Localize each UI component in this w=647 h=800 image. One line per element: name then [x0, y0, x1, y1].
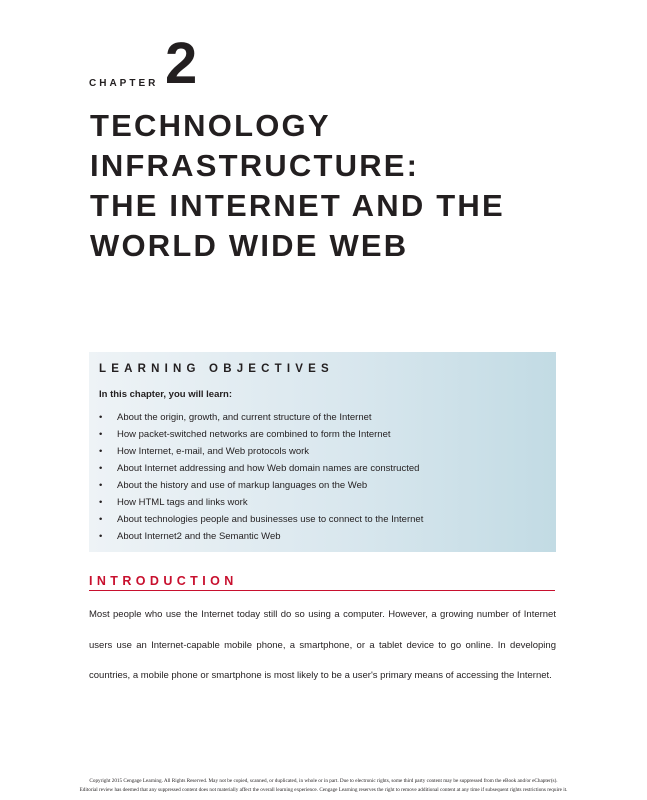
chapter-number: 2	[165, 31, 198, 96]
list-item	[99, 477, 423, 494]
copyright-line: Editorial review has deemed that any suppressed content does not materially affect the overall learning experience. Cengage Learning reserves the right to remove additional content at any time if subsequent rights restrictions require it.	[79, 787, 568, 793]
learning-objectives-list	[99, 409, 423, 545]
bullet-icon: •	[99, 463, 103, 474]
objective-text: How HTML tags and links work	[117, 497, 248, 508]
objective-text: About the history and use of markup languages on the Web	[117, 480, 368, 491]
bullet-icon: •	[99, 531, 103, 542]
list-item	[99, 460, 423, 477]
chapter-title	[90, 106, 610, 266]
chapter-title-line: WORLD WIDE WEB	[90, 228, 409, 263]
objective-text: How Internet, e-mail, and Web protocols work	[117, 446, 310, 457]
introduction-paragraph: Most people who use the Internet today still do so using a computer. However, a growing number of Internet users use an Internet-capable mobile phone, a smartphone, or a tablet device to go online. In developing countries, a mobile phone or smartphone is most likely to be a user's primary means of accessing the Internet.	[89, 609, 556, 681]
objective-text: About the origin, growth, and current structure of the Internet	[117, 412, 372, 423]
objective-text: How packet-switched networks are combined to form the Internet	[117, 429, 391, 440]
chapter-title-line: INFRASTRUCTURE:	[90, 148, 420, 183]
objective-text: About Internet2 and the Semantic Web	[117, 531, 281, 542]
copyright-footer	[0, 777, 647, 795]
list-item	[99, 443, 423, 460]
list-item	[99, 426, 423, 443]
chapter-label: CHAPTER	[89, 78, 159, 89]
bullet-icon: •	[99, 429, 103, 440]
objective-text: About Internet addressing and how Web domain names are constructed	[117, 463, 420, 474]
bullet-icon: •	[99, 446, 103, 457]
learning-objectives-box	[89, 352, 556, 552]
chapter-title-line: TECHNOLOGY	[90, 108, 331, 143]
list-item	[99, 511, 423, 528]
objective-text: About technologies people and businesses use to connect to the Internet	[117, 514, 424, 525]
bullet-icon: •	[99, 412, 103, 423]
learning-objectives-intro: In this chapter, you will learn:	[99, 389, 233, 400]
bullet-icon: •	[99, 497, 103, 508]
copyright-line: Copyright 2015 Cengage Learning. All Rights Reserved. May not be copied, scanned, or duplicated, in whole or in part. Due to electronic rights, some third party content may be suppressed from the eBook and/or eChapter(s).	[89, 778, 558, 784]
bullet-icon: •	[99, 480, 103, 491]
introduction-heading: INTRODUCTION	[89, 574, 555, 591]
list-item	[99, 528, 423, 545]
list-item	[99, 494, 423, 511]
chapter-title-line: THE INTERNET AND THE	[90, 188, 505, 223]
list-item	[99, 409, 423, 426]
bullet-icon: •	[99, 514, 103, 525]
learning-objectives-heading: LEARNING OBJECTIVES	[99, 363, 334, 375]
